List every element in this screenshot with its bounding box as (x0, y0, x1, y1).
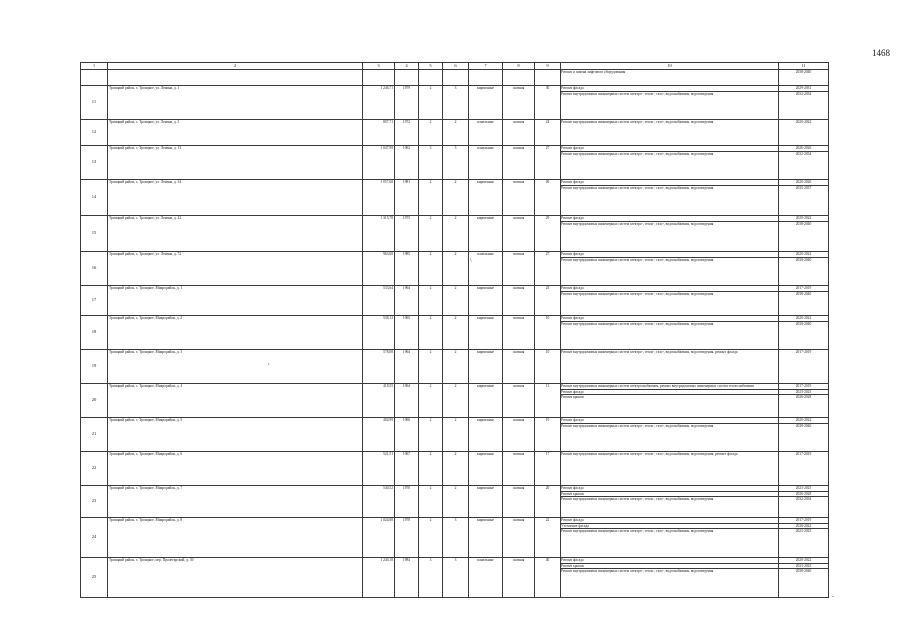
value-cell: 3 (443, 86, 469, 120)
address-cell: Троицкий район, с. Троицкое, ул. Ленина, д. 1 (108, 86, 363, 120)
value-cell: 2 (443, 286, 469, 316)
value-cell: скатная (503, 120, 535, 146)
value-cell: 3 (419, 558, 443, 598)
value-cell: кирпичные (469, 418, 503, 452)
year-range: 2032-2034 (779, 91, 828, 97)
value-cell: 2 (419, 518, 443, 558)
value-cell: 2 (419, 216, 443, 252)
value-cell: 1 246,71 (363, 86, 395, 120)
value-cell: 1984 (395, 558, 419, 598)
years-cell (779, 120, 829, 146)
value-cell: 40 (535, 558, 561, 598)
header-cell: 9 (535, 63, 561, 70)
value-cell: скатная (503, 286, 535, 316)
work-item: Ремонт крыши (561, 491, 778, 497)
work-item: Ремонт внутридомовых инженерных систем электро-, тепло-, газо-, водоснабжения, водоотведения (561, 423, 778, 429)
value-cell: 24 (535, 120, 561, 146)
value-cell: 3 (443, 146, 469, 180)
works-cell (561, 180, 779, 216)
row-number: 20 (81, 384, 108, 418)
works-cell (561, 558, 779, 598)
year-range: 2020-2022 (795, 418, 812, 422)
value-cell: кирпичные (469, 518, 503, 558)
value-cell: 2 (419, 452, 443, 486)
value-cell: 2 (419, 350, 443, 384)
row-number: 12 (81, 120, 108, 146)
value-cell: 1978 (395, 518, 419, 558)
value-cell: 1962 (395, 146, 419, 180)
capital-repair-table (80, 62, 829, 598)
value-cell: 2 (419, 486, 443, 518)
work-item: Ремонт фасада (561, 252, 584, 256)
header-cell: 5 (419, 63, 443, 70)
year-range: 2026-2028 (779, 491, 828, 497)
works-cell (561, 146, 779, 180)
row-number: 14 (81, 180, 108, 216)
value-cell: 2 (443, 120, 469, 146)
row-number: 18 (81, 316, 108, 350)
work-item: Ремонт фасада (561, 486, 584, 490)
year-range: 2020-2022 (795, 316, 812, 320)
value-cell: 17 (535, 452, 561, 486)
value-cell: панельные (469, 146, 503, 180)
table-row (81, 558, 829, 598)
year-range: 2017-2019 (795, 350, 812, 354)
works-cell (561, 518, 779, 558)
header-cell: 8 (503, 63, 535, 70)
years-cell (779, 418, 829, 452)
address-cell: Троицкий район, с. Троицкое, ул. Ленина, д. 72 (108, 252, 363, 286)
table-row (81, 252, 829, 286)
value-cell: 1 315,78 (363, 216, 395, 252)
value-cell: 3 (443, 558, 469, 598)
year-range: 2026-2026 (795, 146, 812, 150)
value-cell: 23 (535, 286, 561, 316)
row-number: 11 (81, 86, 108, 120)
work-item: Ремонт фасада (561, 518, 584, 522)
years-cell (779, 70, 829, 86)
value-cell: 27 (535, 252, 561, 286)
years-cell (779, 384, 829, 418)
works-cell (561, 120, 779, 146)
header-cell: 3 (363, 63, 395, 70)
year-range: 2017-2019 (795, 286, 812, 290)
table-row (81, 120, 829, 146)
work-item: Ремонт внутридомовых инженерных систем электро-, тепло-, газо-, водоснабжения, водоотведения (561, 528, 778, 534)
table-row (81, 216, 829, 252)
year-range: 2020-2022 (795, 558, 812, 562)
works-cell (561, 216, 779, 252)
value-cell: 2 (419, 418, 443, 452)
year-range: 2020-2022 (795, 252, 812, 256)
works-cell (561, 316, 779, 350)
value-cell: 27 (535, 146, 561, 180)
value-cell: 1979 (395, 86, 419, 120)
row-number: 16 (81, 252, 108, 286)
scan-mark: - (832, 594, 834, 600)
table-body (81, 63, 829, 598)
value-cell: скатная (503, 316, 535, 350)
year-range: 2038-2040 (779, 291, 828, 297)
value-cell: 2 (419, 252, 443, 286)
table-row (81, 384, 829, 418)
work-item: Ремонт внутридомовых инженерных систем электро-, тепло-, газо-, водоснабжения, водоотведения, ремонт фасада (561, 452, 738, 456)
address-cell: Троицкий район, с. Троицкое, Микрорайон, д. 2 (108, 316, 363, 350)
value-cell: 2 (419, 316, 443, 350)
years-cell (779, 86, 829, 120)
value-cell: скатная (503, 486, 535, 518)
value-cell: 2 (419, 180, 443, 216)
works-cell (561, 350, 779, 384)
page-number: 1468 (872, 48, 890, 58)
row-number: 23 (81, 486, 108, 518)
value-cell: 540,52 (363, 486, 395, 518)
address-cell: Троицкий район, с. Троицкое, Микрорайон, д. 4 (108, 384, 363, 418)
work-item: Ремонт внутридомовых инженерных систем электро-, тепло-, газо-, водоснабжения, водоотведения (561, 221, 778, 227)
work-item: Ремонт фасада (561, 86, 584, 90)
value-cell: 19 (535, 418, 561, 452)
table-row (81, 418, 829, 452)
value-cell: 1 024,08 (363, 518, 395, 558)
value-cell: 2 (443, 384, 469, 418)
work-item: Ремонт внутридомовых инженерных систем электро-, тепло-, газо-, водоснабжения, водоотведения (561, 568, 778, 574)
value-cell: 30 (535, 86, 561, 120)
header-cell: 11 (779, 63, 829, 70)
header-cell: 1 (81, 63, 108, 70)
header-cell: 7 (469, 63, 503, 70)
address-cell: Троицкий район, с. Троицкое, Микрорайон, д. 7 (108, 486, 363, 518)
year-range: 2020-2026 (795, 180, 812, 184)
years-cell (779, 216, 829, 252)
row-number: 15 (81, 216, 108, 252)
address-cell: Троицкий район, с. Троицкое, ул. Ленина, д. 42 (108, 216, 363, 252)
work-item: Ремонт внутридомовых инженерных систем электро-, тепло-, газо-, водоснабжения, водоотведения (561, 291, 778, 297)
value-cell: кирпичные (469, 452, 503, 486)
value-cell: панельные (469, 558, 503, 598)
table-row (81, 70, 829, 86)
value-cell: 2 (419, 86, 443, 120)
year-range: 2038-2040 (779, 257, 828, 263)
year-range: 2035-2037 (779, 185, 828, 191)
value-cell: 2 (443, 316, 469, 350)
value-cell: 3 (419, 146, 443, 180)
value-cell: 2 (419, 286, 443, 316)
years-cell (779, 146, 829, 180)
value-cell: 2 (419, 384, 443, 418)
value-cell: 1 057,60 (363, 180, 395, 216)
value-cell: 2 (443, 418, 469, 452)
address-cell: Троицкий район, с. Троицкое, Микрорайон, д. 8 (108, 518, 363, 558)
works-cell (561, 86, 779, 120)
works-cell (561, 452, 779, 486)
year-range: 2023-2025 (779, 528, 828, 534)
value-cell: 533,64 (363, 286, 395, 316)
work-item: Ремонт фасада (561, 146, 584, 150)
header-cell: 10 (561, 63, 779, 70)
year-range: 2038-2040 (795, 70, 812, 74)
work-item: Ремонт фасада (561, 558, 584, 562)
work-item: Ремонт внутридомовых инженерных систем электро-, тепло-, газо-, водоснабжения, водоотведения (561, 496, 778, 502)
value-cell: 2 (443, 180, 469, 216)
works-cell (561, 252, 779, 286)
value-cell: кирпичные (469, 316, 503, 350)
value-cell (535, 70, 561, 86)
row-number: 17 (81, 286, 108, 316)
table-row (81, 286, 829, 316)
value-cell: 29 (535, 216, 561, 252)
year-range: 2020-2022 (779, 523, 828, 529)
years-cell (779, 180, 829, 216)
header-cell: 2 (108, 63, 363, 70)
work-item: Ремонт фасада (561, 389, 778, 395)
value-cell: скатная (503, 350, 535, 384)
year-range: 2038-2040 (779, 423, 828, 429)
value-cell: кирпичные (469, 86, 503, 120)
value-cell: кирпичные (469, 286, 503, 316)
value-cell: скатная (503, 216, 535, 252)
value-cell: 1970 (395, 486, 419, 518)
value-cell: кирпичные (469, 216, 503, 252)
value-cell: 20 (535, 486, 561, 518)
value-cell: 1981 (395, 180, 419, 216)
years-cell (779, 252, 829, 286)
address-cell: Троицкий район, с. Троицкое, ул. Ленина, д. 34 (108, 180, 363, 216)
value-cell: скатная (503, 558, 535, 598)
years-cell (779, 518, 829, 558)
address-cell: Троицкий район, с. Троицкое, пер. Пролетарский, д. 30 (108, 558, 363, 598)
table-row (81, 180, 829, 216)
address-cell: Троицкий район, с. Троицкое, ул. Ленина, д. 13 (108, 146, 363, 180)
value-cell: 1975 (395, 216, 419, 252)
work-item: Ремонт фасада (561, 418, 584, 422)
value-cell: 807,71 (363, 120, 395, 146)
work-item: Ремонт крыши (561, 394, 778, 400)
work-item: Ремонт крыши (561, 563, 778, 569)
value-cell (395, 70, 419, 86)
value-cell: кирпичные (469, 384, 503, 418)
address-cell: Троицкий район, с. Троицкое, Микрорайон, д. 5 (108, 418, 363, 452)
year-range: 2038-2040 (779, 221, 828, 227)
value-cell: 10 (535, 350, 561, 384)
value-cell: 1985 (395, 252, 419, 286)
value-cell: 1965 (395, 316, 419, 350)
table-row (81, 316, 829, 350)
year-range: 2020-2022 (795, 120, 812, 124)
row-number: 19 (81, 350, 108, 384)
work-item: Ремонт внутридомовых инженерных систем электро-, тепло-, газо-, водоснабжения, водоотведения (561, 91, 778, 97)
work-item: Ремонт фасада (561, 216, 584, 220)
value-cell: 1964 (395, 384, 419, 418)
value-cell: скатная (503, 384, 535, 418)
value-cell (503, 70, 535, 86)
table-row (81, 486, 829, 518)
year-range: 2017-2019 (795, 452, 812, 456)
year-range: 2023-2025 (779, 563, 828, 569)
years-cell (779, 558, 829, 598)
value-cell (419, 70, 443, 86)
years-cell (779, 286, 829, 316)
row-number: 21 (81, 418, 108, 452)
works-cell (561, 418, 779, 452)
table-row (81, 146, 829, 180)
value-cell: 3 (443, 518, 469, 558)
value-cell: кирпичные (469, 486, 503, 518)
year-range: 2017-2019 (795, 518, 812, 522)
value-cell: кирпичные (469, 180, 503, 216)
year-range: 2023-2025 (795, 486, 812, 490)
value-cell: 963,00 (363, 252, 395, 286)
years-cell (779, 452, 829, 486)
works-cell (561, 286, 779, 316)
header-row (81, 63, 829, 70)
value-cell: 2 (443, 252, 469, 286)
value-cell: 1972 (395, 120, 419, 146)
year-range: 2032-2034 (779, 151, 828, 157)
address-cell (108, 70, 363, 86)
works-cell (561, 486, 779, 518)
value-cell: 2 (443, 452, 469, 486)
address-cell: Троицкий район, с. Троицкое, Микрорайон, д. 6 (108, 452, 363, 486)
value-cell: 1964 (395, 350, 419, 384)
value-cell: скатная (503, 86, 535, 120)
year-range: 2017-2019 (795, 384, 812, 388)
value-cell (469, 70, 503, 86)
work-item: Ремонт внутридомовых инженерных систем электро-, тепло-, газо-, водоснабжения, водоотведения, ремонт фасада (561, 350, 738, 354)
value-cell: 11 (535, 384, 561, 418)
work-item: Ремонт внутридомовых инженерных систем электро-, тепло-, газо-, водоснабжения, водоотведения (561, 185, 778, 191)
value-cell: 538,12 (363, 316, 395, 350)
year-range: 2038-2040 (779, 568, 828, 574)
row-number: 13 (81, 146, 108, 180)
value-cell: 1967 (395, 452, 419, 486)
work-item: Утепление фасада (561, 523, 778, 529)
years-cell (779, 316, 829, 350)
value-cell (443, 70, 469, 86)
value-cell: 2 (419, 120, 443, 146)
value-cell: скатная (503, 418, 535, 452)
years-cell (779, 486, 829, 518)
value-cell: кирпичные (469, 350, 503, 384)
value-cell: 578,08 (363, 350, 395, 384)
value-cell: 521,51 (363, 452, 395, 486)
work-item: Ремонт и замена лифтового оборудования (561, 70, 626, 74)
works-cell (561, 384, 779, 418)
value-cell: скатная (503, 252, 535, 286)
value-cell: 1 240,18 (363, 558, 395, 598)
work-item: Ремонт фасада (561, 316, 584, 320)
scan-mark: \ (470, 258, 472, 264)
table-row (81, 518, 829, 558)
value-cell: скатная (503, 452, 535, 486)
value-cell: 2 (443, 350, 469, 384)
year-range: 2029-2031 (795, 86, 812, 90)
value-cell: скатная (503, 146, 535, 180)
header-cell: 6 (443, 63, 469, 70)
scan-mark: , (268, 360, 270, 366)
value-cell: 2 (443, 486, 469, 518)
address-cell: Троицкий район, с. Троицкое, ул. Ленина, д. 3 (108, 120, 363, 146)
value-cell: панельные (469, 252, 503, 286)
value-cell: 1966 (395, 418, 419, 452)
work-item: Ремонт внутридомовых инженерных систем электро-, тепло-, газо-, водоснабжения, водоотведения (561, 120, 714, 124)
row-number (81, 70, 108, 86)
table-row (81, 350, 829, 384)
years-cell (779, 350, 829, 384)
work-item: Ремонт внутридомовых инженерных систем электро-, тепло-, газо-, водоснабжения, водоотведения (561, 321, 778, 327)
value-cell (363, 70, 395, 86)
table-row (81, 86, 829, 120)
value-cell: скатная (503, 180, 535, 216)
year-range: 2020-2022 (795, 216, 812, 220)
value-cell: панельные (469, 120, 503, 146)
works-cell (561, 70, 779, 86)
value-cell: 22 (535, 518, 561, 558)
value-cell: 10 (535, 316, 561, 350)
table-row (81, 452, 829, 486)
value-cell: 404,99 (363, 418, 395, 452)
value-cell: 1964 (395, 286, 419, 316)
year-range: 2026-2028 (779, 394, 828, 400)
work-item: Ремонт фасада (561, 180, 584, 184)
value-cell: 26 (535, 180, 561, 216)
address-cell: Троицкий район, с. Троицкое, Микрорайон, д. 1 (108, 286, 363, 316)
address-cell: Троицкий район, с. Троицкое, Микрорайон, д. 3 (108, 350, 363, 384)
value-cell: 418,55 (363, 384, 395, 418)
value-cell: 1 047,99 (363, 146, 395, 180)
row-number: 22 (81, 452, 108, 486)
year-range: 2023-2025 (779, 389, 828, 395)
year-range: 2032-2034 (779, 496, 828, 502)
work-item: Ремонт внутридомовых инженерных систем электро-, тепло-, газо-, водоснабжения, водоотведения (561, 151, 778, 157)
year-range: 2038-2040 (779, 321, 828, 327)
work-item: Ремонт внутридомовых инженерных систем электроснабжения, ремонт внутридомовых инженерных систем теплоснабжения (561, 384, 754, 388)
work-item: Ремонт внутридомовых инженерных систем электро-, тепло-, газо-, водоснабжения, водоотведения (561, 257, 778, 263)
work-item: Ремонт фасада (561, 286, 584, 290)
row-number: 25 (81, 558, 108, 598)
row-number: 24 (81, 518, 108, 558)
header-cell: 4 (395, 63, 419, 70)
value-cell: скатная (503, 518, 535, 558)
value-cell: 2 (443, 216, 469, 252)
